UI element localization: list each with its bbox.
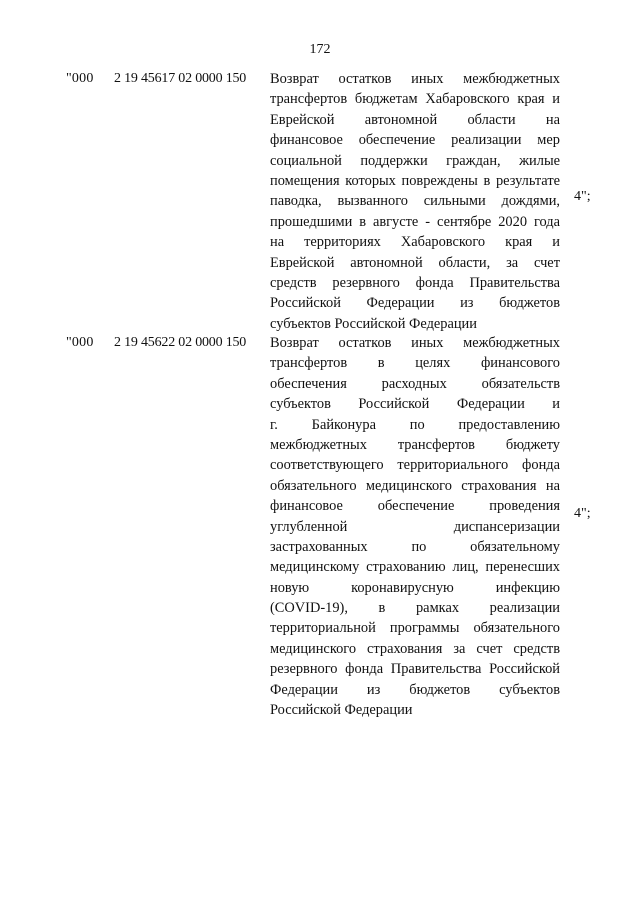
description-line: застрахованных по обязательному (270, 538, 560, 555)
description-line: на территориях Хабаровского края и (270, 234, 560, 251)
description-line: новую коронавирусную инфекцию (270, 579, 560, 596)
description-line: г. Байконура по предоставлению (270, 416, 560, 433)
description-line: соответствующего территориального фонда (270, 457, 560, 474)
description-line: Федерации из бюджетов субъектов (270, 681, 560, 698)
description-line: финансовое обеспечение проведения (270, 498, 560, 515)
description-line: Российской Федерации (270, 702, 413, 719)
description-line: Возврат остатков иных межбюджетных (270, 335, 560, 351)
description-line: (COVID-19), в рамках реализации (270, 600, 560, 617)
description-line: средств резервного фонда Правительства (270, 274, 560, 291)
budget-classification-code: 2 19 45617 02 0000 150 (114, 71, 247, 86)
admin-code: "000 (66, 335, 94, 350)
description-line: медицинского страхования за счет средств (270, 640, 560, 657)
description-line: Еврейской автономной области, за счет (270, 254, 560, 271)
description-line: паводка, вызванного сильными дождями, (270, 193, 560, 210)
description-line: Еврейской автономной области на (270, 111, 560, 128)
description-line: Возврат остатков иных межбюджетных (270, 71, 560, 87)
description-line: финансовое обеспечение реализации мер (270, 132, 560, 149)
description-line: резервного фонда Правительства Российской (270, 661, 560, 678)
page-number: 172 (309, 42, 331, 57)
row-suffix: 4"; (574, 189, 591, 204)
description-line: помещения которых повреждены в результате (270, 172, 560, 189)
description-line: обеспечения расходных обязательств (270, 375, 560, 392)
description-line: медицинскому страхованию лиц, перенесших (270, 559, 560, 576)
row-suffix: 4"; (574, 506, 591, 521)
description-line: субъектов Российской Федерации и (270, 396, 560, 413)
budget-classification-code: 2 19 45622 02 0000 150 (114, 335, 247, 350)
description-line: территориальной программы обязательного (270, 620, 560, 637)
row-description (270, 333, 560, 720)
description-line: обязательного медицинского страхования на (270, 477, 560, 494)
description-line: социальной поддержки граждан, жилые (270, 152, 560, 169)
description-line: прошедшими в августе - сентябре 2020 года (270, 213, 560, 230)
description-line: Российской Федерации из бюджетов (270, 295, 560, 312)
description-line: углубленной диспансеризации (270, 518, 560, 535)
admin-code: "000 (66, 71, 94, 86)
row-description (270, 69, 560, 334)
description-line: трансфертов в целях финансового (270, 355, 560, 372)
description-line: субъектов Российской Федерации (270, 315, 477, 332)
description-line: трансфертов бюджетам Хабаровского края и (270, 91, 560, 108)
description-line: межбюджетных трансфертов бюджету (270, 436, 560, 453)
